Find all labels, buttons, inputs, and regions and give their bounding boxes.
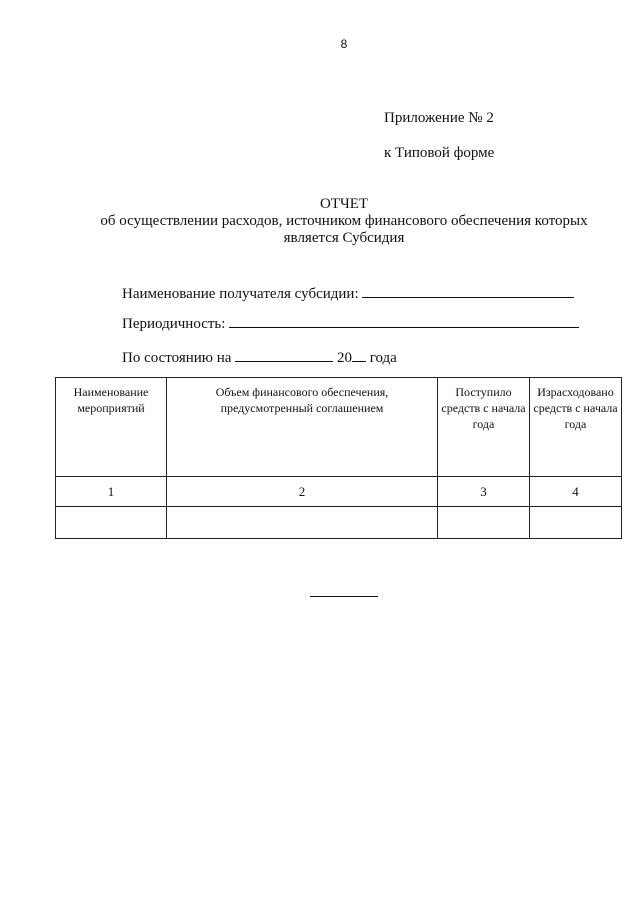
header-funding-volume: Объем финансового обеспечения, предусмотренный соглашением xyxy=(167,378,438,477)
as-of-label: По состоянию на xyxy=(122,350,232,366)
appendix-form-label: к Типовой форме xyxy=(384,145,495,161)
date-input-line[interactable] xyxy=(235,346,333,362)
column-number-1: 1 xyxy=(56,477,167,507)
page-number: 8 xyxy=(340,37,348,51)
periodicity-label: Периодичность: xyxy=(122,316,226,332)
end-divider xyxy=(310,595,378,597)
periodicity-input-line[interactable] xyxy=(229,312,579,328)
year-suffix: года xyxy=(369,350,397,366)
table-cell[interactable] xyxy=(167,507,438,539)
table-header-row xyxy=(56,378,622,477)
report-table xyxy=(55,377,622,539)
report-title: ОТЧЕТ xyxy=(319,196,369,212)
periodicity-field xyxy=(122,312,579,333)
column-number-2: 2 xyxy=(167,477,438,507)
appendix-label: Приложение № 2 xyxy=(384,110,494,126)
table-cell[interactable] xyxy=(438,507,530,539)
report-subtitle-line-2: является Субсидия xyxy=(283,230,405,246)
recipient-label: Наименование получателя субсидии: xyxy=(122,286,359,302)
report-subtitle-line-1: об осуществлении расходов, источником финансового обеспечения которых xyxy=(100,213,588,229)
recipient-field xyxy=(122,282,574,303)
recipient-input-line[interactable] xyxy=(362,282,574,298)
header-spent: Израсходовано средств с начала года xyxy=(530,378,622,477)
header-received: Поступило средств с начала года xyxy=(438,378,530,477)
year-input-line[interactable] xyxy=(352,346,366,362)
year-prefix: 20 xyxy=(336,350,352,366)
as-of-date-field xyxy=(122,346,397,367)
table-cell[interactable] xyxy=(530,507,622,539)
column-number-3: 3 xyxy=(438,477,530,507)
table-number-row xyxy=(56,477,622,507)
column-number-4: 4 xyxy=(530,477,622,507)
header-activities: Наименование мероприятий xyxy=(56,378,167,477)
table-row xyxy=(56,507,622,539)
table-cell[interactable] xyxy=(56,507,167,539)
